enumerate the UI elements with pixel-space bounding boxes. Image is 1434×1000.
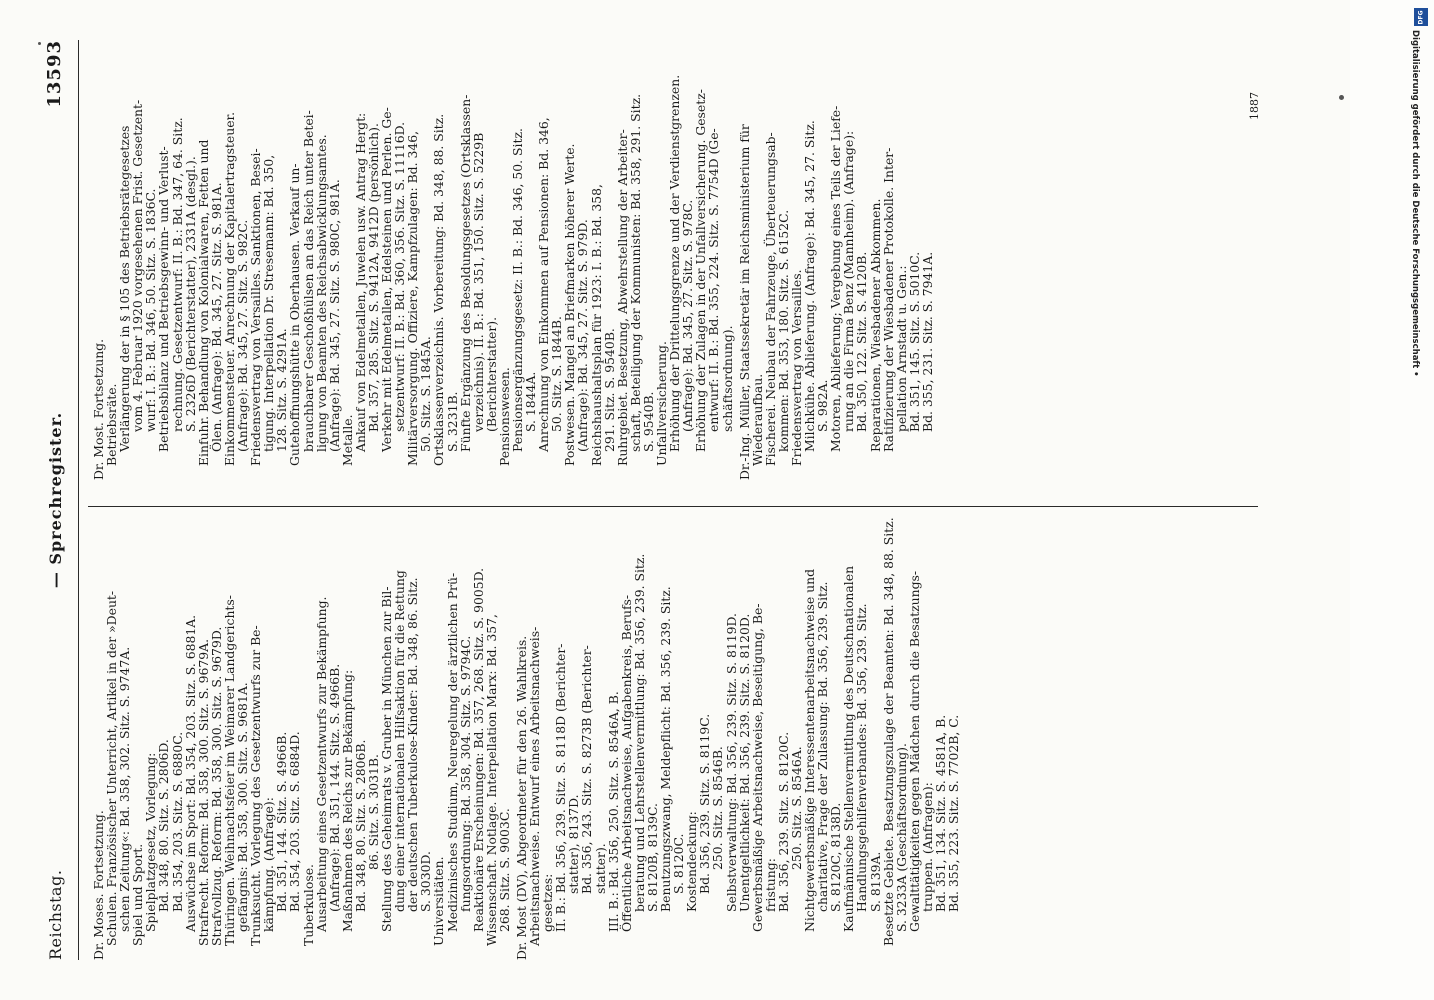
entry-line: Bd. 355, 231. Sitz. S. 7941A. [919, 251, 935, 432]
entry-line: Nichtgewerbsmäßige Interessentenarbeitsnachweise und [802, 568, 818, 932]
entry-line: schaft, Beteiligung der Kommunisten: Bd. 358, 291. Sitz. [627, 93, 643, 452]
entry-line: S. 3231B. [444, 391, 460, 452]
entry-line: Milchkühe. Ablieferung. (Anfrage): Bd. 345, 27. Sitz. [802, 120, 818, 452]
entry-line: Selbstverwaltung: Bd. 356, 239. Sitz. S. 8119D. [723, 613, 739, 912]
entry-line: kämpfung. (Anfrage): [261, 797, 277, 932]
entry-line: Kaufmännische Stellenvermittlung des Deutschnationalen [841, 565, 857, 932]
entry-line: Einkommensteuer. Anrechnung der Kapitalertragsteuer. [221, 111, 237, 466]
entry-line: Maßnahmen des Reichs zur Bekämpfung: [339, 669, 355, 932]
entry-line: S. 8120C. [671, 833, 687, 894]
entry-line: Gutehoffnungshütte in Oberhausen. Verkauf un- [287, 163, 303, 466]
entry-line: verzeichnis). II. B.: Bd. 351, 150. Sitz. S. 5229B [470, 132, 486, 432]
entry-line: Ausarbeitung eines Gesetzentwurfs zur Bekämpfung. [313, 596, 329, 932]
entry-line: Dr. Moses. Fortsetzung. [91, 810, 106, 960]
entry-line: Trunksucht. Vorlegung des Gesetzentwurfs zur Be- [248, 625, 264, 946]
entry-line: der deutschen Tuberkulose-Kinder: Bd. 348, 86. Sitz. [405, 577, 421, 912]
entry-line: Friedensvertrag von Versailles. [788, 269, 804, 466]
entry-line: S. 8120B, 8139C. [644, 803, 660, 912]
entry-line: Ölen. (Anfrage): Bd. 345, 27. Sitz. S. 981A. [208, 182, 224, 452]
entry-line: gesetzes: [540, 873, 556, 932]
entry-line: Öffentliche Arbeitsnachweise, Aufgabenkreis, Berufs- [618, 594, 634, 932]
entry-line: Strafvollzug. Reform: Bd. 358, 300. Sitz. S. 9679D. [208, 626, 224, 946]
entry-line: tigung. Interpellation Dr. Stresemann: Bd. 350, [261, 154, 277, 452]
entry-line: S. 982A. [815, 379, 831, 432]
entry-line: (Anfrage): Bd. 345, 27. Sitz. S. 980C, 981A. [326, 179, 342, 452]
entry-line: Metalle. [339, 414, 355, 466]
entry-line: S. 8139A. [867, 851, 883, 912]
entry-line: pellation Arnstadt u. Gen.: [893, 265, 909, 432]
entry-line: Bd. 351, 144. Sitz. S. 4966B. [274, 731, 290, 912]
entry-line: kommen: Bd. 353, 180. Sitz. S. 6152C. [775, 209, 791, 452]
scan-speck [1339, 95, 1344, 100]
entry-line: Bd. 356, 239. Sitz. S. 8120C. [775, 731, 791, 912]
entry-line: fristung: [762, 858, 778, 912]
entry-line: Bd. 354, 203. Sitz. S. 6880C. [169, 731, 185, 912]
entry-line: Erhöhung der Drittelungsgrenze und der Verdienstgrenzen. [667, 74, 683, 452]
entry-line: truppen. (Anfragen): [919, 782, 935, 912]
entry-line: Universitäten. [431, 856, 447, 946]
header-reichstag: Reichstag. [46, 869, 65, 960]
column-divider [88, 506, 1258, 507]
dfg-logo-text: DFG [1417, 9, 1425, 25]
entry-line: Bd. 348, 80. Sitz. S. 2806D. [156, 739, 172, 912]
entry-line: Dr.-Ing. Müller, Staatssekretär im Reichsministerium für [736, 124, 752, 480]
entry-line: Dr. Most. Fortsetzung. [91, 338, 106, 480]
entry-line: S. 9540B. [640, 391, 656, 452]
entry-line: Schulen. Französischer Unterricht, Artikel in der »Deut- [104, 590, 120, 946]
entry-line: Medizinisches Studium, Neuregelung der ärztlichen Prü- [444, 572, 460, 932]
entry-line: Verkehr mit Edelmetallen, Edelsteinen und Perlen. Ge- [379, 107, 395, 452]
entry-line: S. 2326D (Berichterstatter), 2331A (desgl.). [182, 156, 198, 432]
entry-line: setzentwurf: II. B.: Bd. 360, 356. Sitz. S. 11116D. [392, 121, 408, 432]
entry-line: Ratifizierung der Wiesbadener Protokolle. Inter- [880, 147, 896, 452]
right-column [92, 40, 934, 480]
entry-line: charitative, Frage der Zulassung: Bd. 356, 239. Sitz. [815, 581, 831, 912]
entry-line: entwurf: II. B.: Bd. 355, 224. Sitz. S. 7754D (Ge- [706, 128, 722, 432]
entry-line: schäftsordnung). [719, 325, 735, 432]
entry-line: Auswüchse im Sport: Bd. 354, 203. Sitz. S. 6881A. [182, 614, 198, 932]
entry-line: 250. Sitz. S. 8546A. [788, 746, 804, 870]
entry-line: Fischerei. Neubau der Fahrzeuge, Überteuerungsab- [762, 132, 778, 466]
entry-line: Tuberkulose. [300, 864, 316, 946]
entry-line: Fünfte Ergänzung des Besoldungsgesetzes (Ortsklassen- [457, 94, 473, 452]
page-number: 13593 [44, 40, 65, 108]
entry-line: Wissenschaft. Notlage. Interpellation Marx: Bd. 357, [483, 614, 499, 946]
entry-line: 250. Sitz. S. 8546B. [710, 746, 726, 870]
entry-line: Strafrecht. Reform: Bd. 358, 300. Sitz. S. 9679A. [195, 638, 211, 946]
entry-line: Bd. 355, 223. Sitz. S. 7702B, C. [946, 714, 962, 912]
entry-line: Gewerbsmäßige Arbeitsnachweise, Beseitigung, Be- [749, 603, 765, 932]
entry-line: Benutzungszwang, Meldepflicht: Bd. 356, 239. Sitz. [658, 586, 674, 912]
entry-line: Thüringen. Weihnachtsfeier im Weimarer Landgerichts- [221, 595, 237, 946]
entry-line: 291. Sitz. S. 9540B. [601, 328, 617, 452]
entry-line: brauchbarer Geschoßhülsen an das Reich unter Betei- [300, 110, 316, 452]
entry-line: ligung von Beamten des Reichsabwicklungsamtes. [313, 134, 329, 452]
entry-line: Pensionswesen. [496, 367, 512, 466]
entry-line: Reichshaushaltsplan für 1923: I. B.: Bd. 358, [588, 184, 604, 466]
header-sprechregister: — Sprechregister. [46, 411, 65, 589]
entry-line: Stellung des Geheimrats v. Gruber in München zur Bil- [379, 586, 395, 932]
entry-line: Ortsklassenverzeichnis. Vorbereitung: Bd. 348, 88. Sitz. [431, 113, 447, 466]
entry-line: Anrechnung von Einkommen auf Pensionen: Bd. 346, [536, 117, 552, 452]
entry-line: Pensionsergänzungsgesetz: II. B.: Bd. 346, 50. Sitz. [510, 128, 525, 452]
entry-line: Ankauf von Edelmetallen, Juwelen usw. Antrag Hergt: [352, 112, 368, 452]
entry-line: II. B.: Bd. 356, 239. Sitz. S. 8118D (Berichter- [553, 643, 569, 932]
entry-line: Bd. 351, 134. Sitz. S. 4581A, B. [933, 714, 948, 912]
entry-line: Unentgeltlichkeit: Bd. 356, 239. Sitz. S. 8120D. [736, 613, 752, 912]
entry-line: Bd. 357, 285. Sitz. S. 9412A, 9412D (persönlich). [365, 123, 381, 432]
entry-line: Reparationen, Wiesbadener Abkommen. [867, 198, 883, 452]
entry-line: Bd. 351, 145. Sitz. S. 5010C. [906, 251, 922, 432]
entry-line: III. B.: Bd. 356, 250. Sitz. S. 8546A, B. [605, 691, 621, 932]
entry-line: Dr. Most (DV), Abgeordneter für den 26. Wahlkreis. [514, 635, 529, 960]
entry-line: gefängnis: Bd. 358, 300. Sitz. S. 9681A. [235, 682, 251, 932]
header-rule [78, 40, 79, 960]
entry-line: 50. Sitz. S. 1845A. [418, 336, 434, 452]
entry-line: S. 3030D. [418, 851, 434, 912]
entry-line: Motoren, Ablieferung; Vergebung eines Teils der Liefe- [828, 105, 844, 452]
entry-line: Erhöhung der Zulagen in der Unfallversicherung. Gesetz- [693, 89, 709, 452]
dfg-logo [1414, 8, 1428, 26]
entry-line: Spielplatzgesetz, Vorlegung: [143, 752, 159, 932]
entry-line: S. 1844A. [523, 371, 539, 432]
entry-line: (Anfrage): Bd. 351, 144. Sitz. S. 4966B. [326, 663, 342, 912]
entry-line: Bd. 350, 122. Sitz. S. 4120B. [854, 251, 870, 432]
entry-line: statter), 8137D. [566, 794, 582, 894]
entry-line: Wiederaufbau. [749, 373, 765, 466]
entry-line: Postwesen. Mangel an Briefmarken höherer Werte. [562, 143, 578, 466]
entry-line: 50. Sitz. S. 1844B. [549, 316, 565, 432]
entry-line: Einfuhr. Behandlung von Kolonialwaren, Fetten und [195, 139, 211, 466]
entry-line: 268. Sitz. S. 9003C. [496, 808, 512, 932]
page-header [40, 40, 74, 960]
entry-line: (Anfrage): Bd. 345, 27. Sitz. S. 978C. [680, 199, 696, 432]
entry-line: Bd. 356, 239. Sitz. S. 8119C. [697, 713, 713, 894]
entry-line: Spiel und Sport. [130, 843, 146, 946]
entry-line: Verlängerung der in § 105 des Betriebsrätegesetzes [117, 125, 133, 452]
entry-line: Gewalttätigkeiten gegen Mädchen durch die Besatzungs- [906, 570, 922, 932]
entry-line: Betriebsräte. [104, 383, 120, 466]
entry-line: (Berichterstatter). [483, 316, 499, 432]
entry-line: Kostendeckung: [684, 811, 700, 912]
left-column [91, 517, 962, 960]
folio-number: 1887 [1248, 92, 1261, 120]
entry-line: Bd. 348, 80. Sitz. S. 2806B. [352, 739, 368, 912]
entry-line: Unfallversicherung. [654, 341, 670, 466]
entry-line: Ruhrgebiet. Besetzung, Abwehrstellung der Arbeiter- [614, 129, 630, 466]
entry-line: Handlungsgehilfenverbandes: Bd. 356, 239. Sitz. [854, 603, 870, 912]
entry-line: fungsordnung: Bd. 358, 304. Sitz. S. 9794C. [457, 635, 473, 912]
entry-line: dung einer internationalen Hilfsaktion für die Rettung [392, 570, 408, 912]
entry-line: vom 4. Februar 1920 vorgesehenen Frist. Gesetzent- [130, 99, 146, 432]
entry-line: Besetzte Gebiete. Besatzungszulage der Beamten: Bd. 348, 88. Sitz. [880, 517, 896, 946]
entry-line: wurf: I. B.: Bd. 346, 50. Sitz. S. 1836C. [143, 188, 159, 432]
entry-line: statter). [592, 843, 608, 894]
entry-line: rechnung. Gesetzentwurf: II. B.: Bd. 347, 64. Sitz. [169, 117, 185, 432]
entry-line: Bd. 356, 243. Sitz. S. 8273B (Berichter- [579, 645, 595, 894]
entry-line: Militärversorgung. Offiziere, Kampfzulagen: Bd. 346, [405, 130, 421, 466]
scan-speck [38, 42, 41, 45]
entry-line: S. 8120C, 8138D. [828, 802, 844, 912]
entry-line: Friedensvertrag von Versailles. Sanktionen, Besei- [248, 148, 264, 466]
entry-line: Betriebsbilanz und Betriebsgewinn- und Verlust- [156, 146, 172, 452]
entry-line: rung an die Firma Benz (Mannheim). (Anfrage): [841, 130, 857, 432]
entry-line: Bd. 354, 203. Sitz. S. 6884D. [287, 731, 303, 912]
entry-line: (Anfrage): Bd. 345, 27. Sitz. S. 982C. [235, 219, 251, 452]
entry-line: S. 3233A (Geschäftsordnung). [893, 743, 909, 932]
entry-line: Reaktionäre Erscheinungen: Bd. 357, 268. Sitz. S. 9005D. [470, 567, 486, 932]
entry-line: schen Zeitung«: Bd. 358, 302. Sitz. S. 9747A. [117, 646, 133, 932]
entry-line: (Anfrage): Bd. 345, 27. Sitz. S. 979D. [575, 219, 591, 452]
entry-line: 86. Sitz. S. 3031B. [365, 754, 381, 870]
entry-line: beratung und Lehrstellenvermittlung: Bd. 356, 239. Sitz. [631, 553, 647, 912]
entry-line: Arbeitsnachweise. Entwurf eines Arbeitsnachweis- [527, 626, 543, 946]
entry-line: 128. Sitz. S. 4291A. [274, 328, 290, 452]
digitization-note-text: Digitalisierung gefördert durch die Deutsche Forschungsgemeinschaft • [1410, 30, 1420, 377]
